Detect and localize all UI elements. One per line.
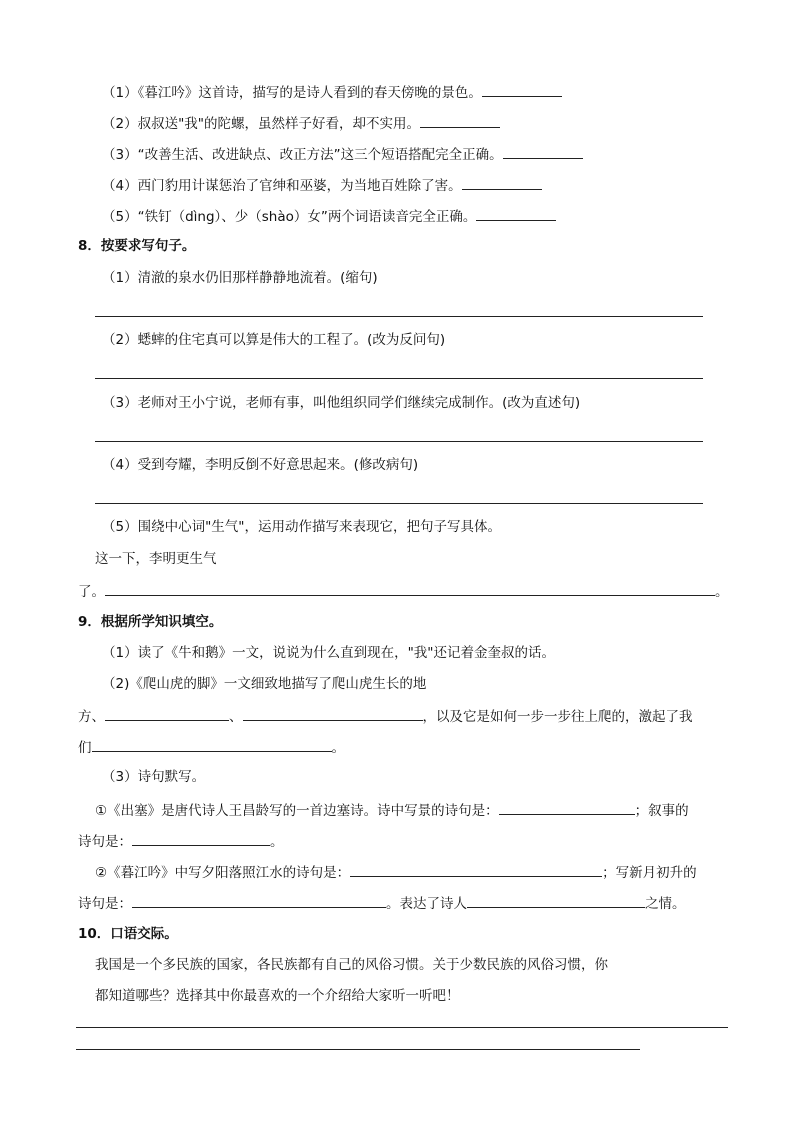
- q9-item-1: （1）读了《牛和鹅》一文，说说为什么直到现在，"我"还记着金奎叔的话。: [102, 645, 556, 661]
- q7-item-2: （2）叔叔送"我"的陀螺，虽然样子好看，却不实用。: [102, 113, 500, 133]
- q9-item-2-line2: 方、 、 ，以及它是如何一步一步往上爬的，激起了我: [78, 706, 693, 726]
- answer-blank[interactable]: [467, 893, 645, 908]
- q9-item-3: （3）诗句默写。: [102, 769, 206, 785]
- answer-blank[interactable]: [462, 175, 542, 190]
- answer-line[interactable]: [95, 503, 703, 504]
- answer-blank[interactable]: [105, 581, 715, 596]
- q9-poem-1-line2: 诗句是： 。: [78, 831, 284, 851]
- answer-line[interactable]: [76, 1027, 728, 1028]
- q9-item-2-line3: 们 。: [78, 737, 345, 757]
- q8-item-1: （1）清澈的泉水仍旧那样静静地流着。(缩句): [102, 270, 378, 286]
- answer-blank[interactable]: [482, 82, 562, 97]
- q8-item-3: （3）老师对王小宁说，老师有事，叫他组织同学们继续完成制作。(改为直述句): [102, 395, 581, 411]
- answer-line[interactable]: [95, 378, 703, 379]
- answer-blank[interactable]: [503, 144, 583, 159]
- q8-title: 8．按要求写句子。: [78, 238, 196, 254]
- q9-poem-2: ②《暮江吟》中写夕阳落照江水的诗句是： ；写新月初升的: [95, 862, 697, 882]
- q10-title: 10．口语交际。: [78, 926, 178, 942]
- q8-item-4: （4）受到夸耀，李明反倒不好意思起来。(修改病句): [102, 457, 419, 473]
- answer-blank[interactable]: [420, 113, 500, 128]
- answer-line[interactable]: [76, 1049, 640, 1050]
- q9-poem-2-line2: 诗句是： 。表达了诗人 之情。: [78, 893, 686, 913]
- q7-item-1: （1）《暮江吟》这首诗，描写的是诗人看到的春天傍晚的景色。: [102, 82, 562, 102]
- answer-blank[interactable]: [132, 893, 386, 908]
- q7-item-3: （3）“改善生活、改进缺点、改正方法”这三个短语搭配完全正确。: [102, 144, 583, 164]
- q9-title: 9．根据所学知识填空。: [78, 614, 223, 630]
- answer-blank[interactable]: [499, 800, 635, 815]
- q8-sentence-start: 这一下，李明更生气: [95, 551, 217, 567]
- answer-blank[interactable]: [105, 706, 229, 721]
- answer-line[interactable]: [95, 316, 703, 317]
- answer-blank[interactable]: [92, 737, 332, 752]
- q9-poem-1: ①《出塞》是唐代诗人王昌龄写的一首边塞诗。诗中写景的诗句是： ；叙事的: [95, 800, 689, 820]
- answer-line[interactable]: [95, 441, 703, 442]
- q10-text-line-1: 我国是一个多民族的国家，各民族都有自己的风俗习惯。关于少数民族的风俗习惯，你: [95, 957, 608, 973]
- q8-item-5: （5）围绕中心词"生气"，运用动作描写来表现它，把句子写具体。: [102, 519, 502, 535]
- answer-blank[interactable]: [132, 831, 270, 846]
- q10-text-line-2: 都知道哪些？选择其中你最喜欢的一个介绍给大家听一听吧！: [95, 988, 460, 1004]
- q7-item-5: （5）“铁钉（dìng）、少（shào）女”两个词语读音完全正确。: [102, 206, 556, 226]
- answer-blank[interactable]: [476, 206, 556, 221]
- q8-sentence-line: 了。 。: [78, 581, 729, 601]
- q8-item-2: （2）蟋蟀的住宅真可以算是伟大的工程了。(改为反问句): [102, 332, 446, 348]
- answer-blank[interactable]: [350, 862, 602, 877]
- q7-item-4: （4）西门豹用计谋惩治了官绅和巫婆，为当地百姓除了害。: [102, 175, 542, 195]
- answer-blank[interactable]: [243, 706, 423, 721]
- q9-item-2: （2)《爬山虎的脚》一文细致地描写了爬山虎生长的地: [102, 676, 427, 692]
